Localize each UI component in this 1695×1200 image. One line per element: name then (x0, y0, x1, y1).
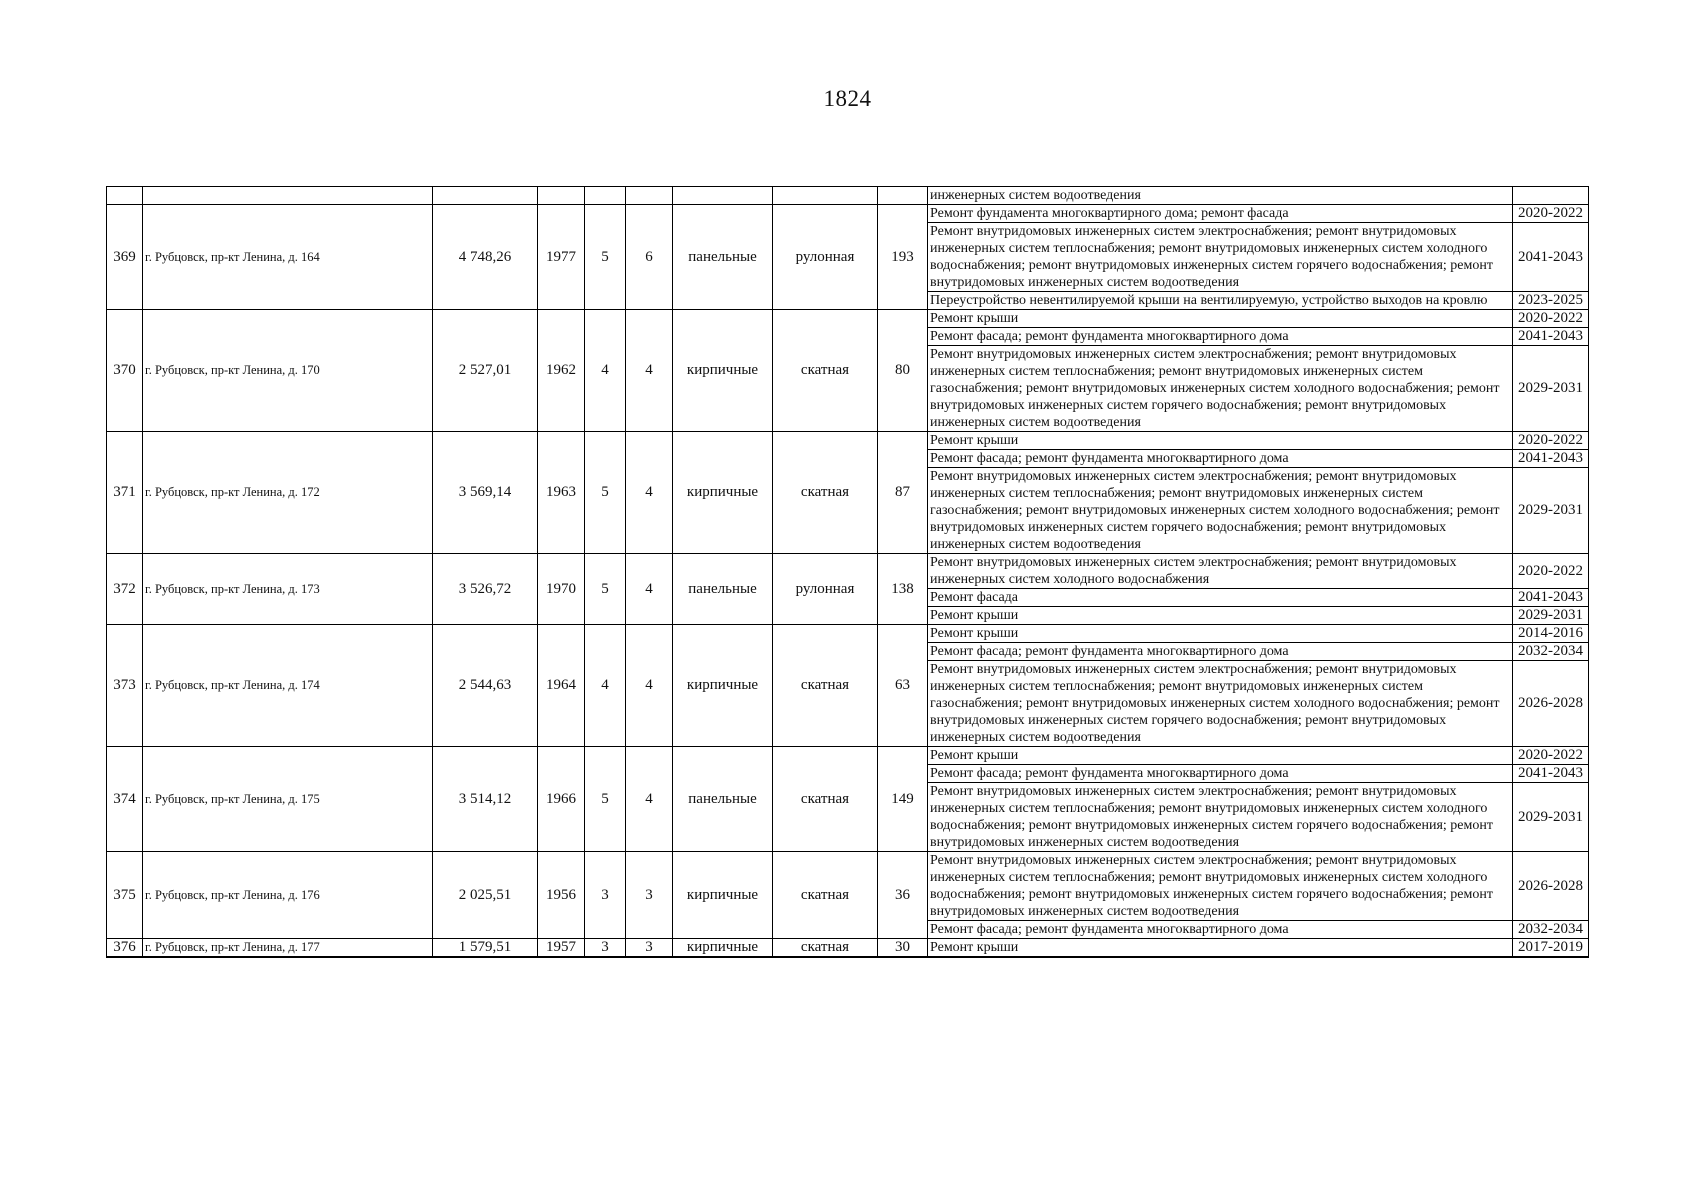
roof-cell: скатная (773, 747, 878, 852)
empty-cell (538, 187, 585, 205)
area-cell: 3 569,14 (433, 432, 538, 554)
work-description: Ремонт крыши (928, 939, 1513, 958)
empty-cell (107, 187, 143, 205)
year-cell: 1970 (538, 554, 585, 625)
residents-cell: 149 (878, 747, 928, 852)
year-cell: 1962 (538, 310, 585, 432)
table-row (107, 205, 1589, 223)
empty-cell (1513, 187, 1589, 205)
work-period: 2026-2028 (1513, 661, 1589, 747)
residents-cell: 80 (878, 310, 928, 432)
table-row (107, 852, 1589, 921)
area-cell: 2 025,51 (433, 852, 538, 939)
walls-cell: кирпичные (673, 432, 773, 554)
work-period: 2020-2022 (1513, 310, 1589, 328)
walls-cell: панельные (673, 747, 773, 852)
table-row (107, 310, 1589, 328)
year-cell: 1957 (538, 939, 585, 958)
row-number: 369 (107, 205, 143, 310)
roof-cell: скатная (773, 310, 878, 432)
empty-cell (585, 187, 626, 205)
table-row (107, 939, 1589, 958)
empty-cell (773, 187, 878, 205)
empty-cell (433, 187, 538, 205)
work-period: 2041-2043 (1513, 450, 1589, 468)
work-description: Ремонт фасада (928, 589, 1513, 607)
work-description: Ремонт фасада; ремонт фундамента многоквартирного дома (928, 328, 1513, 346)
capital-repair-table (106, 186, 1589, 958)
floors-cell: 5 (585, 205, 626, 310)
work-period: 2029-2031 (1513, 346, 1589, 432)
empty-cell (143, 187, 433, 205)
row-number: 371 (107, 432, 143, 554)
work-period: 2014-2016 (1513, 625, 1589, 643)
work-period: 2020-2022 (1513, 554, 1589, 589)
table-row (107, 625, 1589, 643)
area-cell: 3 526,72 (433, 554, 538, 625)
year-cell: 1956 (538, 852, 585, 939)
walls-cell: кирпичные (673, 852, 773, 939)
work-description: Ремонт крыши (928, 432, 1513, 450)
area-cell: 3 514,12 (433, 747, 538, 852)
entrances-cell: 4 (626, 310, 673, 432)
address-cell: г. Рубцовск, пр-кт Ленина, д. 176 (143, 852, 433, 939)
table-body (107, 187, 1589, 958)
work-period: 2029-2031 (1513, 468, 1589, 554)
floors-cell: 4 (585, 310, 626, 432)
address-cell: г. Рубцовск, пр-кт Ленина, д. 172 (143, 432, 433, 554)
work-period: 2023-2025 (1513, 292, 1589, 310)
work-period: 2041-2043 (1513, 223, 1589, 292)
walls-cell: панельные (673, 554, 773, 625)
work-description: Ремонт крыши (928, 625, 1513, 643)
roof-cell: рулонная (773, 205, 878, 310)
roof-cell: скатная (773, 625, 878, 747)
work-description: Ремонт крыши (928, 747, 1513, 765)
empty-cell (673, 187, 773, 205)
page-number: 1824 (823, 86, 872, 111)
residents-cell: 63 (878, 625, 928, 747)
work-period: 2020-2022 (1513, 432, 1589, 450)
empty-cell (878, 187, 928, 205)
work-period: 2041-2043 (1513, 589, 1589, 607)
work-description: Ремонт фасада; ремонт фундамента многоквартирного дома (928, 450, 1513, 468)
address-cell: г. Рубцовск, пр-кт Ленина, д. 164 (143, 205, 433, 310)
residents-cell: 36 (878, 852, 928, 939)
table-row (107, 432, 1589, 450)
address-cell: г. Рубцовск, пр-кт Ленина, д. 175 (143, 747, 433, 852)
work-period: 2017-2019 (1513, 939, 1589, 958)
year-cell: 1966 (538, 747, 585, 852)
work-description: Ремонт внутридомовых инженерных систем электроснабжения; ремонт внутридомовых инженерных систем теплоснабжения; ремонт внутридомовых инженерных систем газоснабжения; ремонт внутридомовых инженерных систем холодного водоснабжения; ремонт внутридомовых инженерных систем горячего водоснабжения; ремонт внутридомовых инженерных систем водоотведения (928, 661, 1513, 747)
address-cell: г. Рубцовск, пр-кт Ленина, д. 170 (143, 310, 433, 432)
floors-cell: 5 (585, 747, 626, 852)
address-cell: г. Рубцовск, пр-кт Ленина, д. 177 (143, 939, 433, 958)
work-description: Ремонт крыши (928, 607, 1513, 625)
work-description: Ремонт крыши (928, 310, 1513, 328)
work-description: Ремонт фасада; ремонт фундамента многоквартирного дома (928, 921, 1513, 939)
floors-cell: 5 (585, 554, 626, 625)
residents-cell: 193 (878, 205, 928, 310)
work-period: 2020-2022 (1513, 205, 1589, 223)
work-period: 2029-2031 (1513, 607, 1589, 625)
work-period: 2020-2022 (1513, 747, 1589, 765)
work-description: Ремонт фундамента многоквартирного дома; ремонт фасада (928, 205, 1513, 223)
work-description: Ремонт внутридомовых инженерных систем электроснабжения; ремонт внутридомовых инженерных систем теплоснабжения; ремонт внутридомовых инженерных систем газоснабжения; ремонт внутридомовых инженерных систем холодного водоснабжения; ремонт внутридомовых инженерных систем горячего водоснабжения; ремонт внутридомовых инженерных систем водоотведения (928, 346, 1513, 432)
work-description: инженерных систем водоотведения (928, 187, 1513, 205)
roof-cell: рулонная (773, 554, 878, 625)
row-number: 376 (107, 939, 143, 958)
area-cell: 2 544,63 (433, 625, 538, 747)
continuation-row (107, 187, 1589, 205)
work-period: 2041-2043 (1513, 765, 1589, 783)
work-description: Переустройство невентилируемой крыши на вентилируемую, устройство выходов на кровлю (928, 292, 1513, 310)
area-cell: 2 527,01 (433, 310, 538, 432)
roof-cell: скатная (773, 939, 878, 958)
floors-cell: 3 (585, 939, 626, 958)
table-row (107, 554, 1589, 589)
entrances-cell: 4 (626, 747, 673, 852)
roof-cell: скатная (773, 432, 878, 554)
residents-cell: 138 (878, 554, 928, 625)
floors-cell: 5 (585, 432, 626, 554)
table-row (107, 747, 1589, 765)
work-description: Ремонт внутридомовых инженерных систем электроснабжения; ремонт внутридомовых инженерных систем теплоснабжения; ремонт внутридомовых инженерных систем холодного водоснабжения; ремонт внутридомовых инженерных систем горячего водоснабжения; ремонт внутридомовых инженерных систем водоотведения (928, 783, 1513, 852)
walls-cell: кирпичные (673, 939, 773, 958)
year-cell: 1977 (538, 205, 585, 310)
entrances-cell: 4 (626, 554, 673, 625)
row-number: 375 (107, 852, 143, 939)
walls-cell: кирпичные (673, 310, 773, 432)
work-description: Ремонт внутридомовых инженерных систем электроснабжения; ремонт внутридомовых инженерных систем теплоснабжения; ремонт внутридомовых инженерных систем холодного водоснабжения; ремонт внутридомовых инженерных систем горячего водоснабжения; ремонт внутридомовых инженерных систем водоотведения (928, 852, 1513, 921)
address-cell: г. Рубцовск, пр-кт Ленина, д. 174 (143, 625, 433, 747)
work-description: Ремонт внутридомовых инженерных систем электроснабжения; ремонт внутридомовых инженерных систем теплоснабжения; ремонт внутридомовых инженерных систем газоснабжения; ремонт внутридомовых инженерных систем холодного водоснабжения; ремонт внутридомовых инженерных систем горячего водоснабжения; ремонт внутридомовых инженерных систем водоотведения (928, 468, 1513, 554)
work-description: Ремонт фасада; ремонт фундамента многоквартирного дома (928, 765, 1513, 783)
entrances-cell: 3 (626, 852, 673, 939)
address-cell: г. Рубцовск, пр-кт Ленина, д. 173 (143, 554, 433, 625)
work-period: 2041-2043 (1513, 328, 1589, 346)
roof-cell: скатная (773, 852, 878, 939)
floors-cell: 3 (585, 852, 626, 939)
floors-cell: 4 (585, 625, 626, 747)
residents-cell: 30 (878, 939, 928, 958)
row-number: 372 (107, 554, 143, 625)
entrances-cell: 3 (626, 939, 673, 958)
work-description: Ремонт внутридомовых инженерных систем электроснабжения; ремонт внутридомовых инженерных систем холодного водоснабжения (928, 554, 1513, 589)
entrances-cell: 4 (626, 625, 673, 747)
area-cell: 4 748,26 (433, 205, 538, 310)
work-period: 2026-2028 (1513, 852, 1589, 921)
year-cell: 1964 (538, 625, 585, 747)
residents-cell: 87 (878, 432, 928, 554)
work-description: Ремонт внутридомовых инженерных систем электроснабжения; ремонт внутридомовых инженерных систем теплоснабжения; ремонт внутридомовых инженерных систем холодного водоснабжения; ремонт внутридомовых инженерных систем горячего водоснабжения; ремонт внутридомовых инженерных систем водоотведения (928, 223, 1513, 292)
work-period: 2032-2034 (1513, 643, 1589, 661)
year-cell: 1963 (538, 432, 585, 554)
work-period: 2029-2031 (1513, 783, 1589, 852)
work-period: 2032-2034 (1513, 921, 1589, 939)
walls-cell: панельные (673, 205, 773, 310)
entrances-cell: 4 (626, 432, 673, 554)
row-number: 373 (107, 625, 143, 747)
row-number: 370 (107, 310, 143, 432)
walls-cell: кирпичные (673, 625, 773, 747)
entrances-cell: 6 (626, 205, 673, 310)
row-number: 374 (107, 747, 143, 852)
empty-cell (626, 187, 673, 205)
work-description: Ремонт фасада; ремонт фундамента многоквартирного дома (928, 643, 1513, 661)
area-cell: 1 579,51 (433, 939, 538, 958)
